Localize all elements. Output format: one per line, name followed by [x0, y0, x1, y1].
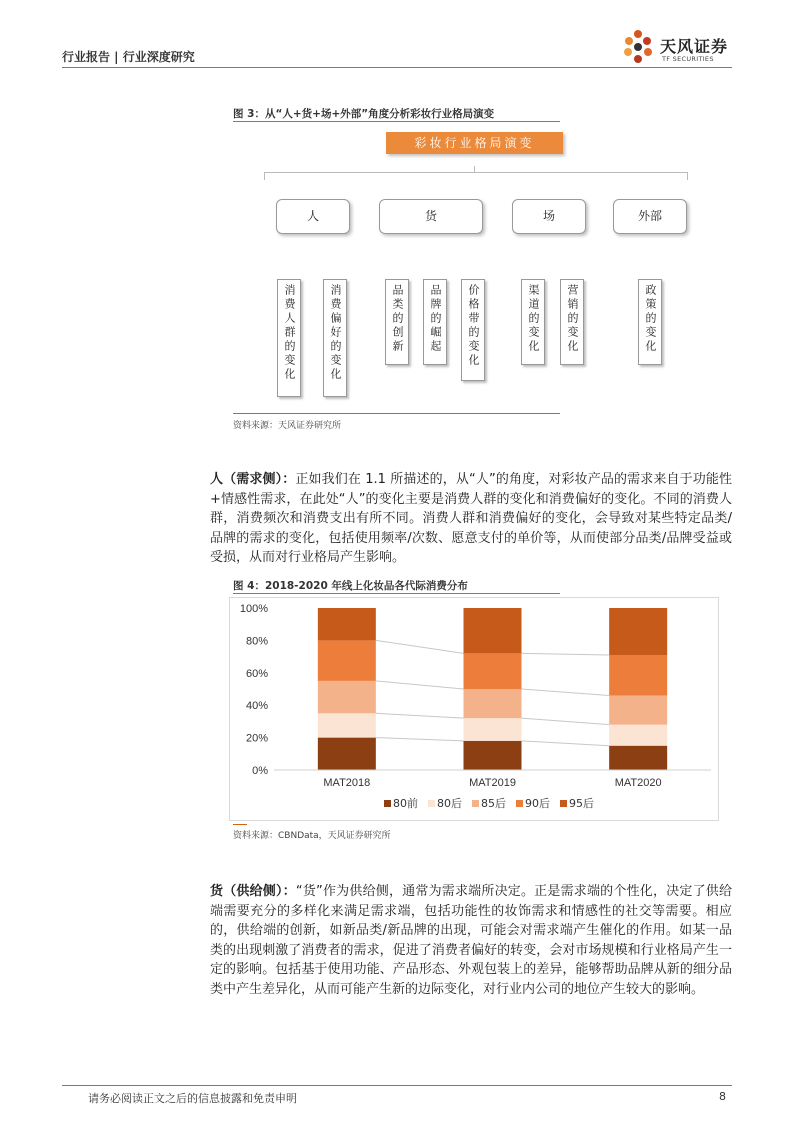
bar-segment	[464, 718, 522, 741]
logo-cn-text: 天风证券	[660, 37, 729, 56]
y-tick-label: 0%	[252, 765, 268, 777]
item-price-band: 价格带的变化	[461, 279, 485, 381]
item-brand-rise: 品牌的崛起	[423, 279, 447, 365]
legend-label: 80后	[437, 797, 462, 810]
paragraph-demand-lead: 人（需求侧）：	[210, 472, 296, 487]
legend-swatch	[428, 800, 435, 807]
paragraph-supply-body: “货”作为供给侧，通常为需求端所决定。正是需求端的个性化，决定了供给端需要充分的多样化来满足需求端，包括功能性的妆饰需求和情感性的社交等需要。相应的，供给端的创新，如新品类/新品牌的出现，可能会对需求端产生催化的作用。如某一品类的出现刺激了消费者的需求，促进了消费者偏好的转变，会对市场规模和行业格局产生一定的影响。包括基于使用功能、产品形态、外观包装上的差异，能够帮助品牌从新的细分品类中产生差异化，从而可能产生新的边际变化，对行业内公司的地位产生较大的影响。	[210, 884, 732, 997]
category-goods: 货	[379, 199, 483, 234]
bar-segment	[318, 713, 376, 737]
footer-disclaimer: 请务必阅读正文之后的信息披露和免责申明	[88, 1092, 297, 1105]
item-policy: 政策的变化	[638, 279, 662, 365]
figure3-bottom-rule	[233, 413, 560, 414]
bar-segment	[609, 746, 667, 770]
category-people: 人	[276, 199, 350, 234]
bar-segment	[609, 655, 667, 696]
item-consumer-preference: 消费偏好的变化	[323, 279, 347, 397]
legend-swatch	[560, 800, 567, 807]
bar-segment	[609, 608, 667, 655]
logo-en-text: TF SECURITIES	[662, 55, 714, 63]
item-channel: 渠道的变化	[521, 279, 545, 365]
bar-segment	[464, 689, 522, 718]
bar-segment	[464, 653, 522, 689]
bar-segment	[318, 640, 376, 681]
figure4-title: 图 4：2018-2020 年线上化妆品各代际消费分布	[233, 580, 468, 592]
legend-label: 80前	[393, 797, 418, 810]
y-tick-label: 60%	[245, 667, 268, 680]
figure4-title-rule	[233, 593, 560, 594]
figure4-source: 资料来源：CBNData，天风证券研究所	[233, 831, 391, 841]
item-consumer-group: 消费人群的变化	[277, 279, 301, 397]
figure3-title-rule	[233, 121, 560, 122]
header-divider	[62, 67, 732, 68]
diagram-top-node: 彩妆行业格局演变	[386, 132, 563, 154]
figure3-source: 资料来源：天风证券研究所	[233, 421, 342, 431]
bar-segment	[609, 695, 667, 724]
flower-logo-icon	[622, 28, 658, 68]
item-category-innovation: 品类的创新	[385, 279, 409, 365]
figure4-bottom-rule	[233, 824, 247, 825]
paragraph-demand-body: 正如我们在 1.1 所描述的，从“人”的角度，对彩妆产品的需求来自于功能性+情感性需求，在此处“人”的变化主要是消费人群的变化和消费偏好的变化。不同的消费人群，消费频次和消费支出有所不同。消费人群和消费偏好的变化，会导致对某些特定品类/品牌的需求的变化，包括使用频率/次数、愿意支付的单价等，从而使部分品类/品牌受益或受损，从而对行业格局产生影响。	[210, 472, 732, 566]
bar-segment	[318, 738, 376, 770]
legend-label: 95后	[569, 797, 594, 810]
diagram-connector-center	[474, 166, 475, 173]
paragraph-supply-lead: 货（供给侧）：	[210, 884, 296, 899]
category-external: 外部	[613, 199, 687, 234]
bar-segment	[609, 725, 667, 746]
legend-label: 90后	[525, 797, 550, 810]
bar-segment	[464, 741, 522, 770]
paragraph-demand-side	[210, 470, 732, 568]
x-tick-label: MAT2018	[323, 777, 371, 789]
report-header-title: 行业报告 | 行业深度研究	[62, 50, 195, 64]
y-tick-label: 100%	[239, 603, 268, 615]
x-tick-label: MAT2020	[614, 777, 662, 789]
legend-swatch	[516, 800, 523, 807]
y-tick-label: 20%	[245, 732, 268, 745]
paragraph-supply-side	[210, 882, 732, 1000]
bar-segment	[464, 608, 522, 653]
y-tick-label: 80%	[245, 635, 268, 648]
legend-label: 85后	[481, 797, 506, 810]
stacked-bar-chart	[229, 597, 719, 821]
x-tick-label: MAT2019	[469, 777, 516, 789]
y-tick-label: 40%	[245, 700, 268, 713]
company-logo	[622, 28, 734, 68]
footer-divider	[62, 1085, 732, 1086]
bar-segment	[318, 681, 376, 713]
item-marketing: 营销的变化	[560, 279, 584, 365]
legend-swatch	[384, 800, 391, 807]
category-place: 场	[512, 199, 586, 234]
bar-segment	[318, 608, 376, 640]
diagram-connector-right	[687, 172, 688, 180]
legend-swatch	[472, 800, 479, 807]
diagram-connector-left	[264, 172, 265, 180]
figure3-title: 图 3：从“人+货+场+外部”角度分析彩妆行业格局演变	[233, 108, 495, 120]
diagram-connector-h	[264, 172, 688, 173]
page-number: 8	[719, 1090, 726, 1103]
